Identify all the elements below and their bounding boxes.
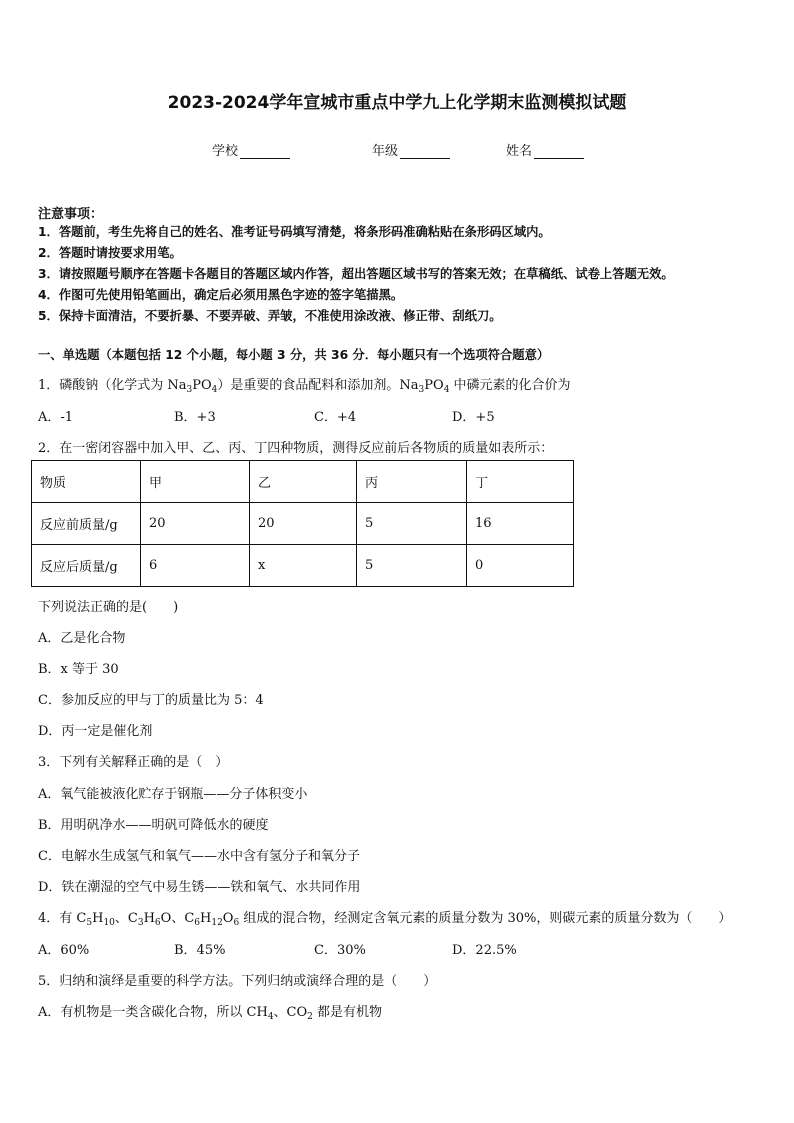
q4-option-c[interactable]: C．30% — [314, 943, 366, 958]
q1-option-a[interactable]: A．-1 — [38, 410, 74, 425]
q1-stem: 1．磷酸钠（化学式为 $Na_3PO_4$）是重要的食品配料和添加剂。$Na_3PO_4$ 中磷元素的化合价为 — [38, 378, 571, 395]
name-label: 姓名 — [506, 144, 533, 159]
notice-item: 3．请按照题号顺序在答题卡各题目的答题区域内作答，超出答题区域书写的答案无效；在草稿纸、试卷上答题无效。 — [38, 267, 674, 281]
table-cell: 反应前质量/g — [32, 503, 141, 545]
table-row — [32, 503, 574, 545]
q4-stem: 4．有 $C_5H_{10}$、$C_3H_6O$、$C_6H_{12}O_6$ 组成的混合物，经测定含氧元素的质量分数为 30%，则碳元素的质量分数为（ ） — [38, 911, 732, 928]
notice-item: 2．答题时请按要求用笔。 — [38, 246, 182, 260]
notice-item: 1．答题前，考生先将自己的姓名、准考证号码填写清楚，将条形码准确粘贴在条形码区域内。 — [38, 225, 551, 239]
table-cell: 物质 — [32, 461, 141, 503]
table-cell: 16 — [467, 503, 574, 545]
name-field[interactable] — [506, 140, 584, 159]
notice-item: 5．保持卡面清洁，不要折暴、不要弄破、弄皱，不准使用涂改液、修正带、刮纸刀。 — [38, 309, 502, 323]
q4-option-a[interactable]: A．60% — [38, 943, 90, 958]
notice-item: 4．作图可先使用铅笔画出，确定后必须用黑色字迹的签字笔描黑。 — [38, 288, 404, 302]
q2-option-b[interactable]: B．x 等于 30 — [38, 662, 119, 677]
page-title: 2023-2024学年宣城市重点中学九上化学期末监测模拟试题 — [167, 93, 627, 113]
grade-label: 年级 — [372, 144, 399, 159]
q3-option-c[interactable]: C．电解水生成氢气和氧气——水中含有氢分子和氧分子 — [38, 849, 360, 864]
q4-option-b[interactable]: B．45% — [174, 943, 226, 958]
mass-table — [31, 460, 574, 587]
q2-question: 下列说法正确的是( ) — [38, 600, 179, 615]
table-cell: 反应后质量/g — [32, 545, 141, 587]
table-cell: 20 — [250, 503, 357, 545]
q2-option-c[interactable]: C．参加反应的甲与丁的质量比为 5：4 — [38, 693, 264, 708]
table-cell: 丙 — [357, 461, 467, 503]
q3-option-d[interactable]: D．铁在潮湿的空气中易生锈——铁和氧气、水共同作用 — [38, 880, 361, 895]
q4-option-d[interactable]: D．22.5% — [452, 943, 517, 958]
table-cell: 6 — [141, 545, 250, 587]
table-cell: 20 — [141, 503, 250, 545]
q5-stem: 5．归纳和演绎是重要的科学方法。下列归纳或演绎合理的是（ ） — [38, 974, 437, 989]
table-row — [32, 461, 574, 503]
notice-title: 注意事项： — [38, 207, 104, 222]
table-cell: 甲 — [141, 461, 250, 503]
school-field[interactable] — [212, 140, 290, 159]
grade-blank[interactable] — [400, 146, 450, 159]
q1-option-c[interactable]: C．+4 — [314, 410, 357, 425]
school-blank[interactable] — [240, 146, 290, 159]
grade-field[interactable] — [372, 140, 450, 159]
section-heading: 一、单选题（本题包括 12 个小题，每小题 3 分，共 36 分．每小题只有一个选项符合题意） — [38, 348, 550, 362]
table-cell: 5 — [357, 503, 467, 545]
q2-option-d[interactable]: D．丙一定是催化剂 — [38, 724, 153, 739]
school-label: 学校 — [212, 144, 239, 159]
q3-stem: 3．下列有关解释正确的是（ ） — [38, 755, 229, 770]
q2-stem: 2．在一密闭容器中加入甲、乙、丙、丁四种物质，测得反应前后各物质的质量如表所示： — [38, 441, 554, 456]
q1-option-b[interactable]: B．+3 — [174, 410, 216, 425]
q1-option-d[interactable]: D．+5 — [452, 410, 495, 425]
q3-option-a[interactable]: A．氧气能被液化贮存于钢瓶——分子体积变小 — [38, 787, 308, 802]
table-cell: 乙 — [250, 461, 357, 503]
q5-option-a[interactable]: A．有机物是一类含碳化合物，所以 $CH_4$、$CO_2$ 都是有机物 — [38, 1005, 383, 1022]
table-cell: 丁 — [467, 461, 574, 503]
notice-list — [38, 222, 674, 327]
table-cell: 5 — [357, 545, 467, 587]
q2-option-a[interactable]: A．乙是化合物 — [38, 631, 126, 646]
table-row — [32, 545, 574, 587]
q3-option-b[interactable]: B．用明矾净水——明矾可降低水的硬度 — [38, 818, 269, 833]
name-blank[interactable] — [534, 146, 584, 159]
table-cell: 0 — [467, 545, 574, 587]
table-cell: x — [250, 545, 357, 587]
